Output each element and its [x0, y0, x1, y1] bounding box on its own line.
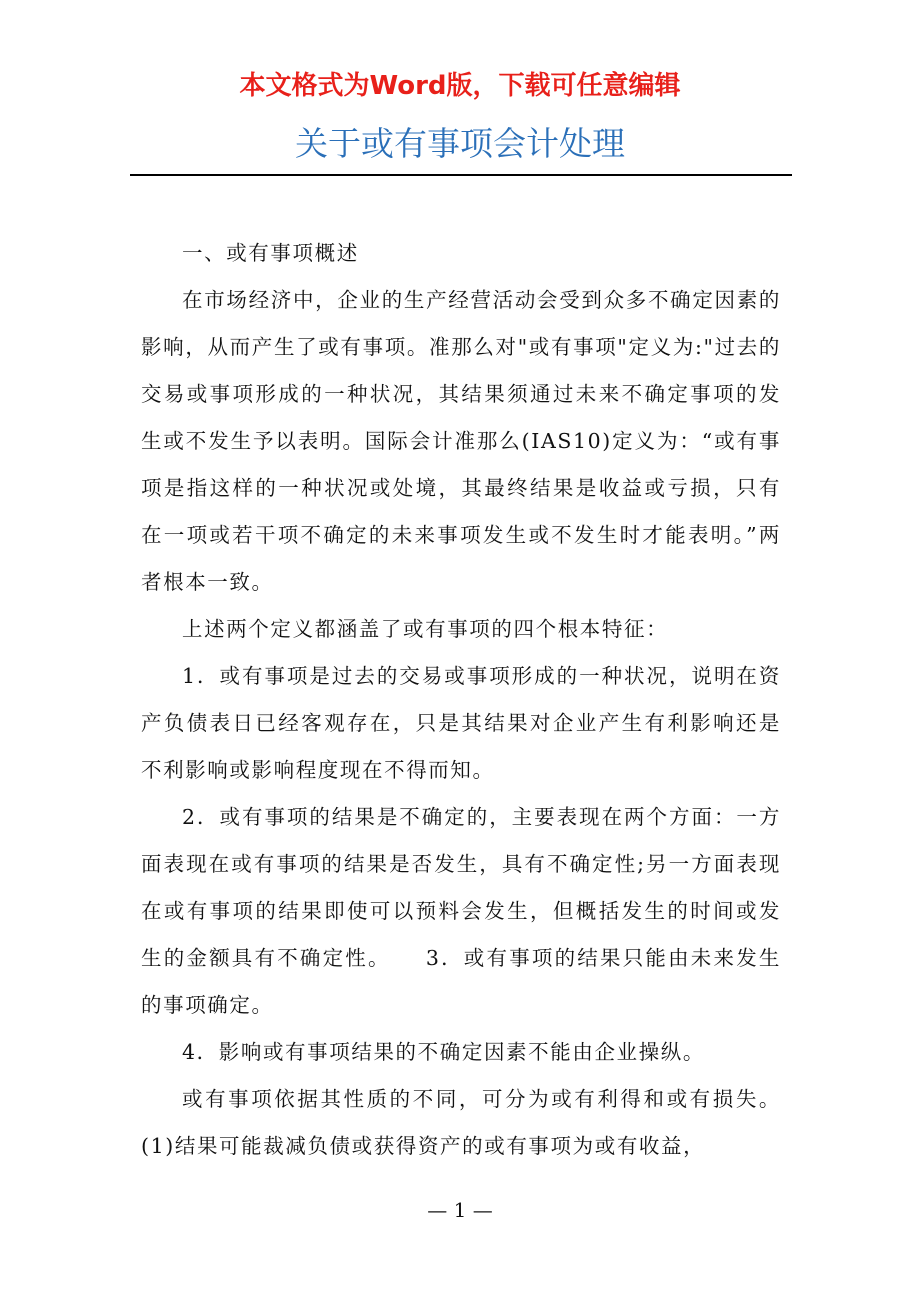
document-body	[141, 230, 781, 1170]
download-banner: 本文格式为Word版，下载可任意编辑	[239, 71, 681, 101]
paragraph: 1．或有事项是过去的交易或事项形成的一种状况，说明在资产负债表日已经客观存在，只是其结果对企业产生有利影响还是不利影响或影响程度现在不得而知。	[141, 664, 781, 782]
page-number: — 1 —	[427, 1198, 493, 1222]
document-title: 关于或有事项会计处理	[295, 124, 625, 163]
paragraph: 在市场经济中，企业的生产经营活动会受到众多不确定因素的影响，从而产生了或有事项。准那么对"或有事项"定义为:"过去的交易或事项形成的一种状况，其结果须通过未来不确定事项的发生或不发生予以表明。国际会计准那么(IAS10)定义为：“或有事项是指这样的一种状况或处境，其最终结果是收益或亏损，只有在一项或若干项不确定的未来事项发生或不发生时才能表明。”两者根本一致。	[141, 288, 781, 594]
paragraph: 2．或有事项的结果是不确定的，主要表现在两个方面：一方面表现在或有事项的结果是否发生，具有不确定性;另一方面表现在或有事项的结果即使可以预料会发生，但概括发生的时间或发生的金额具有不确定性。 3．或有事项的结果只能由未来发生的事项确定。	[141, 805, 781, 1017]
title-divider	[130, 174, 792, 176]
paragraph: 或有事项依据其性质的不同，可分为或有利得和或有损失。(1)结果可能裁减负债或获得资产的或有事项为或有收益，	[141, 1087, 781, 1158]
paragraph: 4．影响或有事项结果的不确定因素不能由企业操纵。	[182, 1040, 705, 1064]
paragraph: 上述两个定义都涵盖了或有事项的四个根本特征：	[182, 617, 669, 641]
section-heading: 一、或有事项概述	[182, 241, 359, 265]
